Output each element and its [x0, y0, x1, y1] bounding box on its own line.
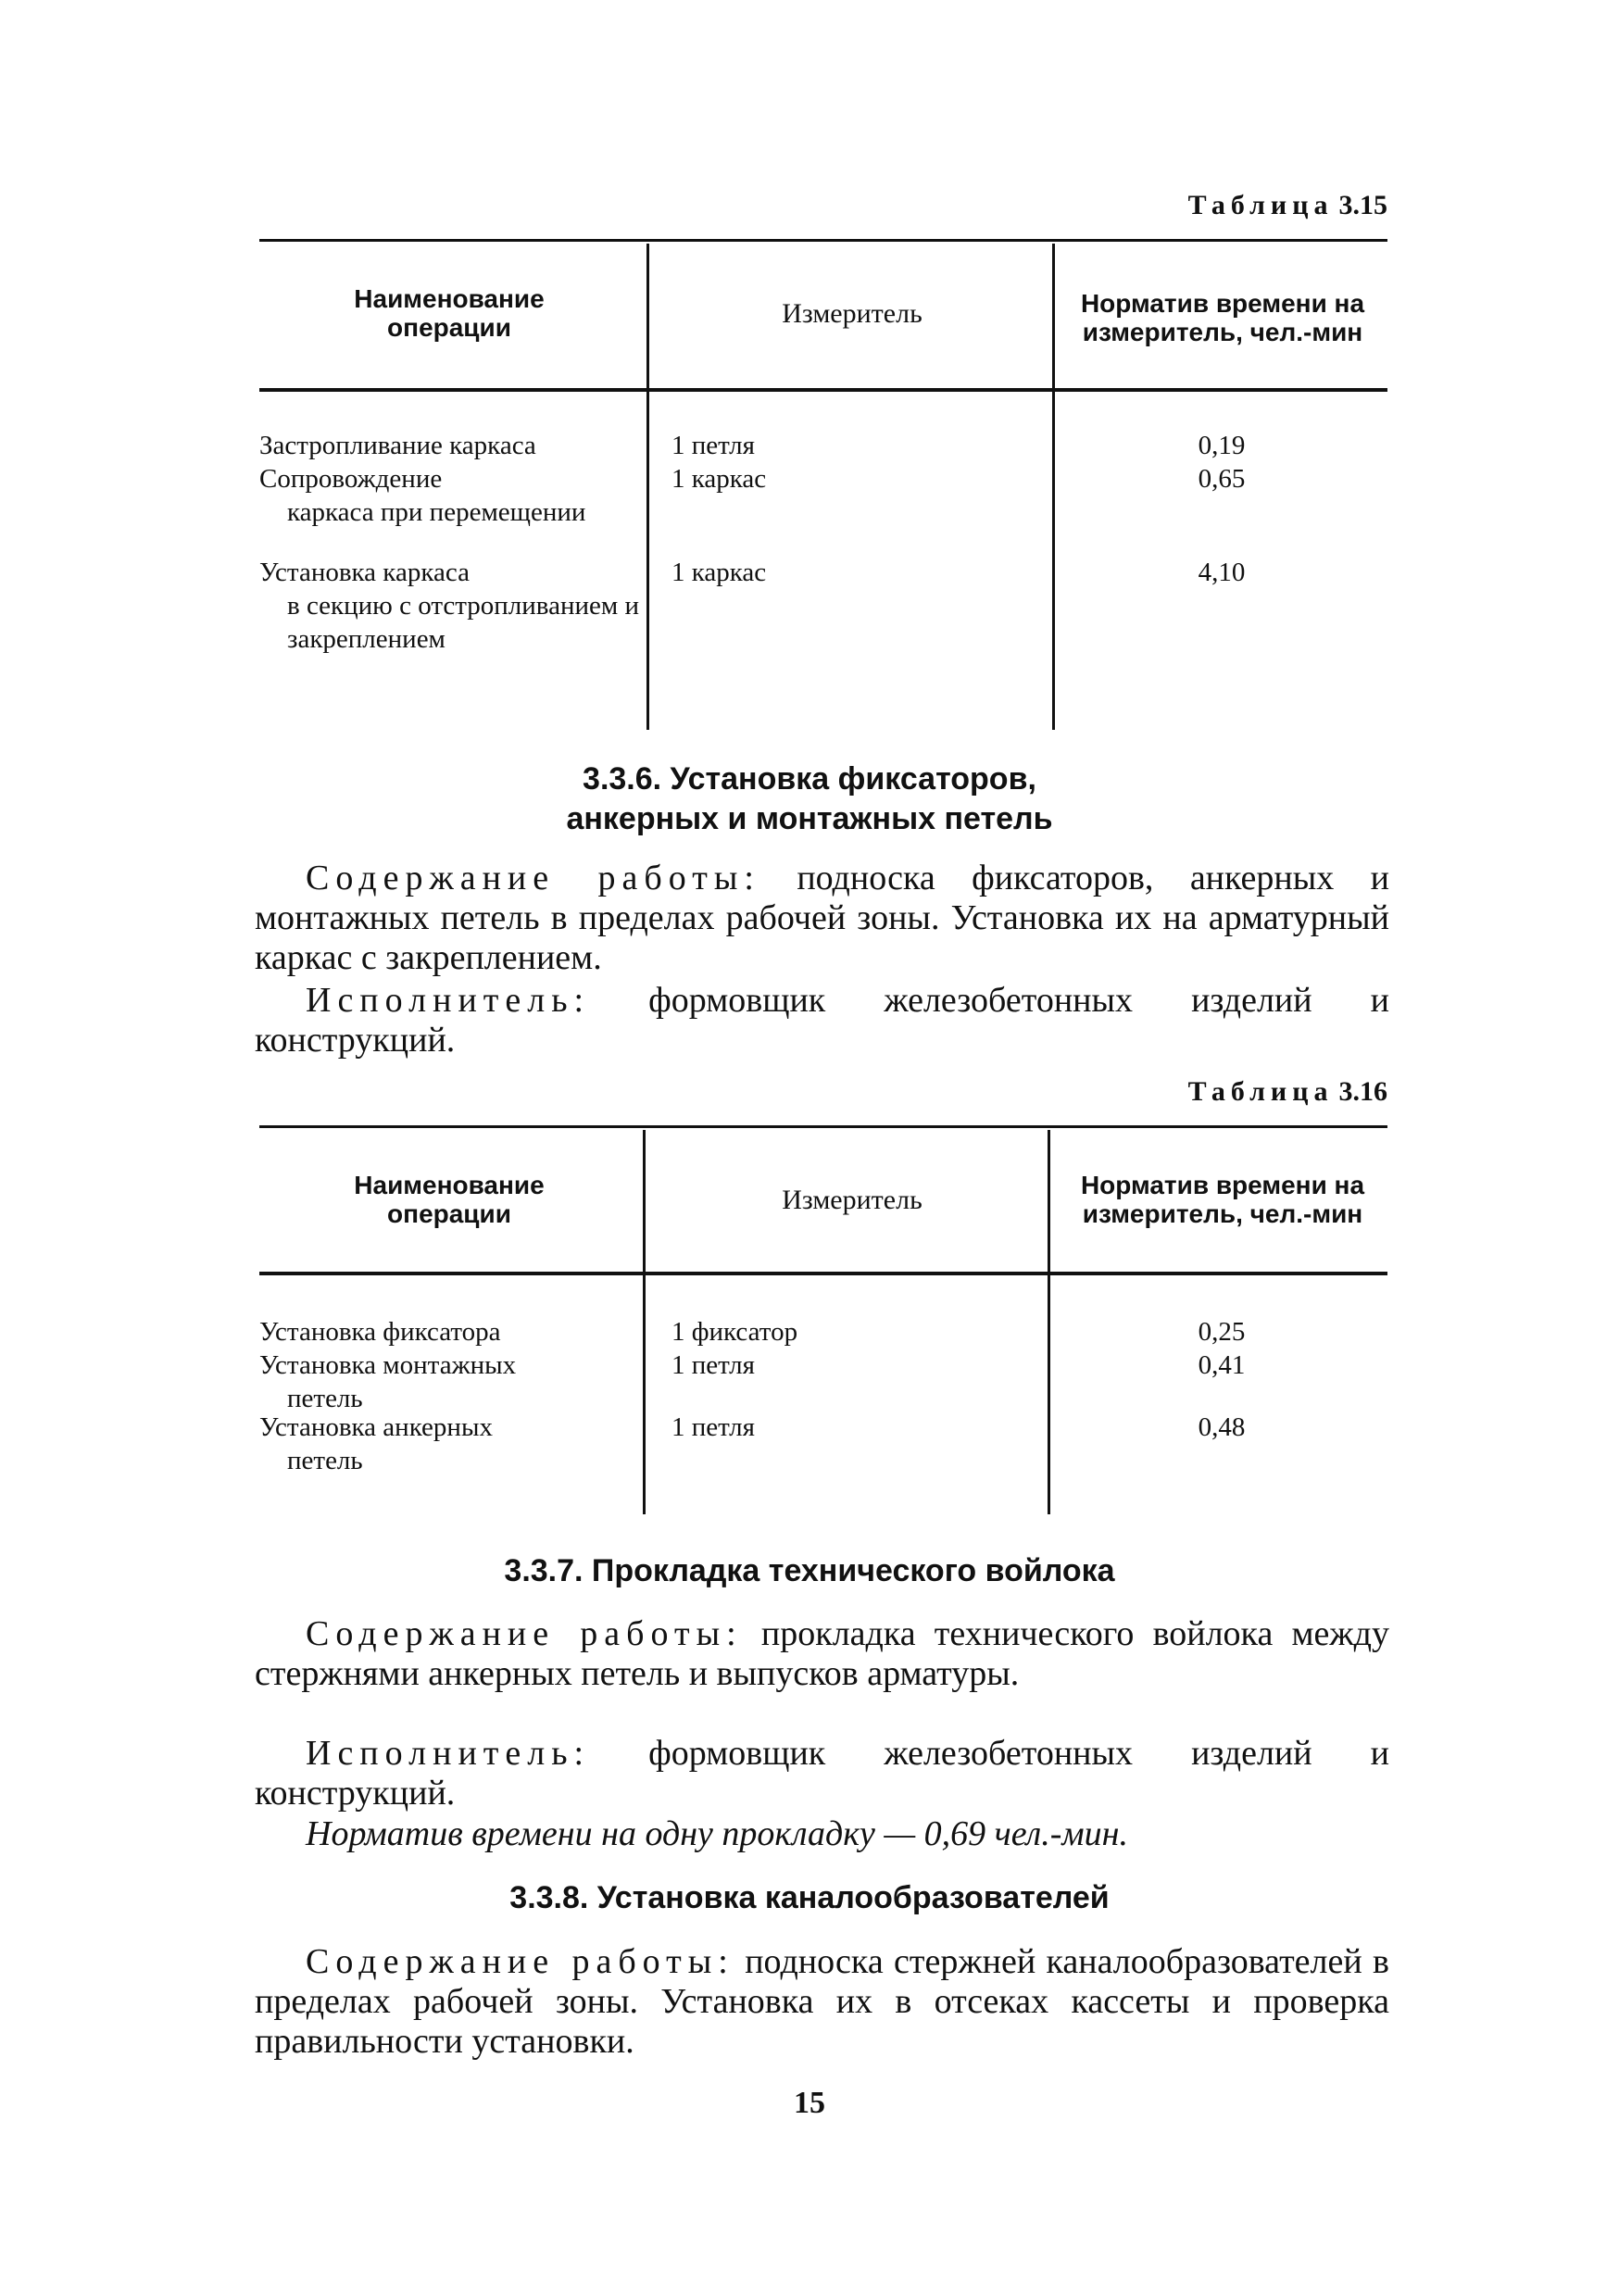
content-label: Содержание работы:: [306, 1614, 743, 1653]
row-value: 0,19: [1198, 431, 1246, 460]
row-name-continued: петель: [287, 1446, 363, 1475]
header-operation-name: Наименование операции: [354, 1171, 545, 1228]
row-unit: 1 петля: [671, 1350, 755, 1380]
row-unit: 1 каркас: [671, 464, 767, 494]
row-name-continued: каркаса при перемещении: [287, 497, 586, 527]
row-value: 4,10: [1198, 558, 1246, 587]
section-heading-338: 3.3.8. Установка каналообразователей: [509, 1880, 1110, 1915]
row-name-continued: в секцию с отстропливанием и закреплением: [287, 591, 639, 654]
content-text: подноска фиксаторов, анкерных и монтажных петель в пределах рабочей зоны. Установка их на арматурный каркас с закреплением.: [255, 859, 1390, 977]
header-time-norm: Норматив времени на измеритель, чел.-мин: [1080, 1171, 1365, 1228]
section-336-executor: [255, 981, 1389, 1060]
header-unit: Измеритель: [782, 1184, 922, 1215]
section-338-content: [255, 1942, 1389, 2062]
table-header-rule: [259, 1272, 1387, 1275]
table-top-rule: [259, 1125, 1387, 1128]
content-label: Содержание работы:: [306, 859, 760, 897]
row-unit: 1 петля: [671, 431, 755, 460]
section-336-content: [255, 859, 1389, 978]
table-316: [259, 1125, 1387, 1514]
table-header-rule: [259, 388, 1387, 392]
row-value: 0,25: [1198, 1317, 1246, 1347]
row-unit: 1 петля: [671, 1412, 755, 1442]
table-315: [259, 239, 1387, 730]
content-text: прокладка технического войлока между стержнями анкерных петель и выпусков арматуры.: [255, 1614, 1389, 1693]
row-unit: 1 каркас: [671, 558, 767, 587]
row-value: 0,41: [1198, 1350, 1246, 1380]
row-name-continued: петель: [287, 1384, 363, 1413]
table-caption-315: Таблица 3.15: [1187, 190, 1387, 220]
row-name: Установка монтажных: [259, 1350, 517, 1380]
section-337-executor: [255, 1734, 1389, 1813]
executor-label: Исполнитель:: [306, 981, 591, 1020]
content-text: подноска стержней каналообразователей в пределах рабочей зоны. Установка их в отсеках кассеты и проверка правильности установки.: [255, 1942, 1389, 2061]
section-337-norm: Норматив времени на одну прокладку — 0,69 чел.-мин.: [306, 1814, 1129, 1853]
header-unit: Измеритель: [782, 297, 922, 329]
content-label: Содержание работы:: [306, 1942, 734, 1981]
row-name: Установка фиксатора: [259, 1317, 501, 1347]
row-value: 0,65: [1198, 464, 1246, 494]
row-name: Застропливание каркаса: [259, 431, 536, 460]
executor-label: Исполнитель:: [306, 1734, 591, 1773]
row-name: Сопровождение: [259, 464, 443, 494]
row-name: Установка каркаса: [259, 558, 470, 587]
table-top-rule: [259, 239, 1387, 242]
section-heading-337: 3.3.7. Прокладка технического войлока: [504, 1553, 1115, 1588]
row-value: 0,48: [1198, 1412, 1246, 1442]
table-caption-316: Таблица 3.16: [1187, 1076, 1387, 1107]
header-operation-name: Наименование операции: [354, 284, 545, 342]
table-col-divider: [1048, 1130, 1050, 1514]
row-unit: 1 фиксатор: [671, 1317, 798, 1347]
section-heading-336: 3.3.6. Установка фиксаторов, анкерных и монтажных петель: [566, 761, 1053, 836]
table-col-divider: [1052, 244, 1055, 730]
executor-text: формовщик железобетонных изделий и конструкций.: [255, 1734, 1389, 1813]
header-time-norm: Норматив времени на измеритель, чел.-мин: [1080, 289, 1365, 346]
section-337-content: [255, 1614, 1389, 1694]
page-number: 15: [794, 2086, 825, 2120]
row-name: Установка анкерных: [259, 1412, 493, 1442]
executor-text: формовщик железобетонных изделий и конструкций.: [255, 981, 1389, 1060]
